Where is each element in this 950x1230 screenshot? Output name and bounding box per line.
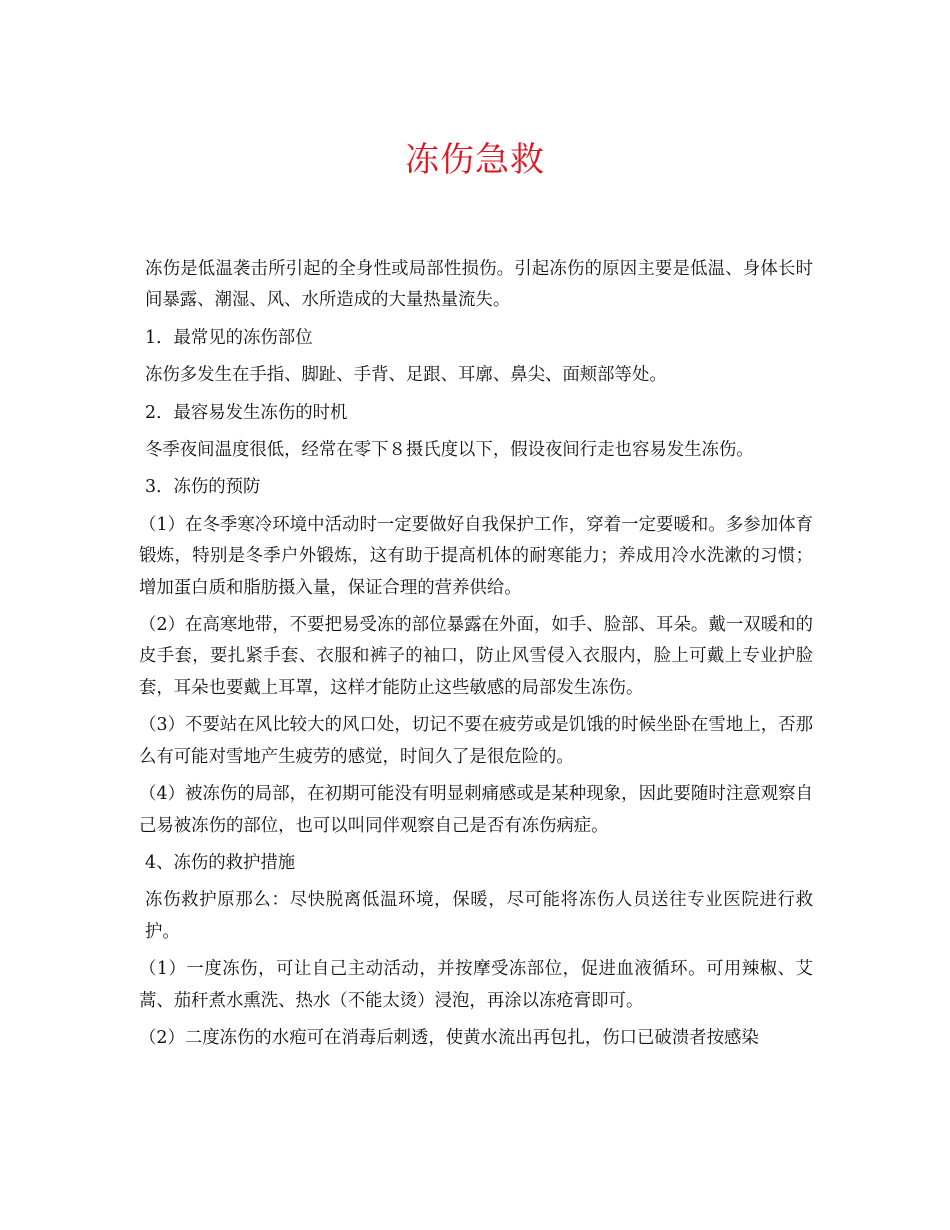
heading-risk-timing: 2．最容易发生冻伤的时机 [145,402,348,423]
paragraph-prevention-4: （4）被冻伤的局部，在初期可能没有明显刺痛感或是某种现象，因此要随时注意观察自己易被冻伤的部位，也可以叫同伴观察自己是否有冻伤病症。 [139,784,813,836]
paragraph-first-aid-1: （1）一度冻伤，可让自己主动活动，并按摩受冻部位，促进血液循环。可用辣椒、艾蒿、茄秆煮水熏洗、热水（不能太烫）浸泡，再涂以冻疮膏即可。 [139,959,813,1011]
paragraph-intro: 冻伤是低温袭击所引起的全身性或局部性损伤。引起冻伤的原因主要是低温、身体长时间暴露、潮湿、风、水所造成的大量热量流失。 [145,259,813,311]
document-title: 冻伤急救 [405,140,545,180]
paragraph-risk-timing: 冬季夜间温度很低，经常在零下８摄氏度以下，假设夜间行走也容易发生冻伤。 [145,440,754,461]
heading-prevention: 3．冻伤的预防 [145,477,261,498]
paragraph-common-sites: 冻伤多发生在手指、脚趾、手背、足跟、耳廓、鼻尖、面颊部等处。 [145,365,667,386]
heading-common-sites: 1．最常见的冻伤部位 [145,327,313,348]
paragraph-prevention-2: （2）在高寒地带，不要把易受冻的部位暴露在外面，如手、脸部、耳朵。戴一双暖和的皮手套，要扎紧手套、衣服和裤子的袖口，防止风雪侵入衣服内，脸上可戴上专业护脸套，耳朵也要戴上耳罩，这样才能防止这些敏感的局部发生冻伤。 [139,615,813,698]
paragraph-first-aid-2: （2）二度冻伤的水疱可在消毒后刺透，使黄水流出再包扎，伤口已破溃者按感染 [139,1027,759,1048]
paragraph-prevention-1: （1）在冬季寒冷环境中活动时一定要做好自我保护工作，穿着一定要暖和。多参加体育锻炼，特别是冬季户外锻炼，这有助于提高机体的耐寒能力；养成用冷水洗漱的习惯；增加蛋白质和脂肪摄入量，保证合理的营养供给。 [139,514,813,598]
heading-first-aid: 4、冻伤的救护措施 [145,852,296,873]
document-body [139,254,813,1060]
paragraph-first-aid-principle: 冻伤救护原那么：尽快脱离低温环境，保暖，尽可能将冻伤人员送往专业医院进行救护。 [145,890,813,942]
paragraph-prevention-3: （3）不要站在风比较大的风口处，切记不要在疲劳或是饥饿的时候坐卧在雪地上，否那么有可能对雪地产生疲劳的感觉，时间久了是很危险的。 [139,715,813,767]
